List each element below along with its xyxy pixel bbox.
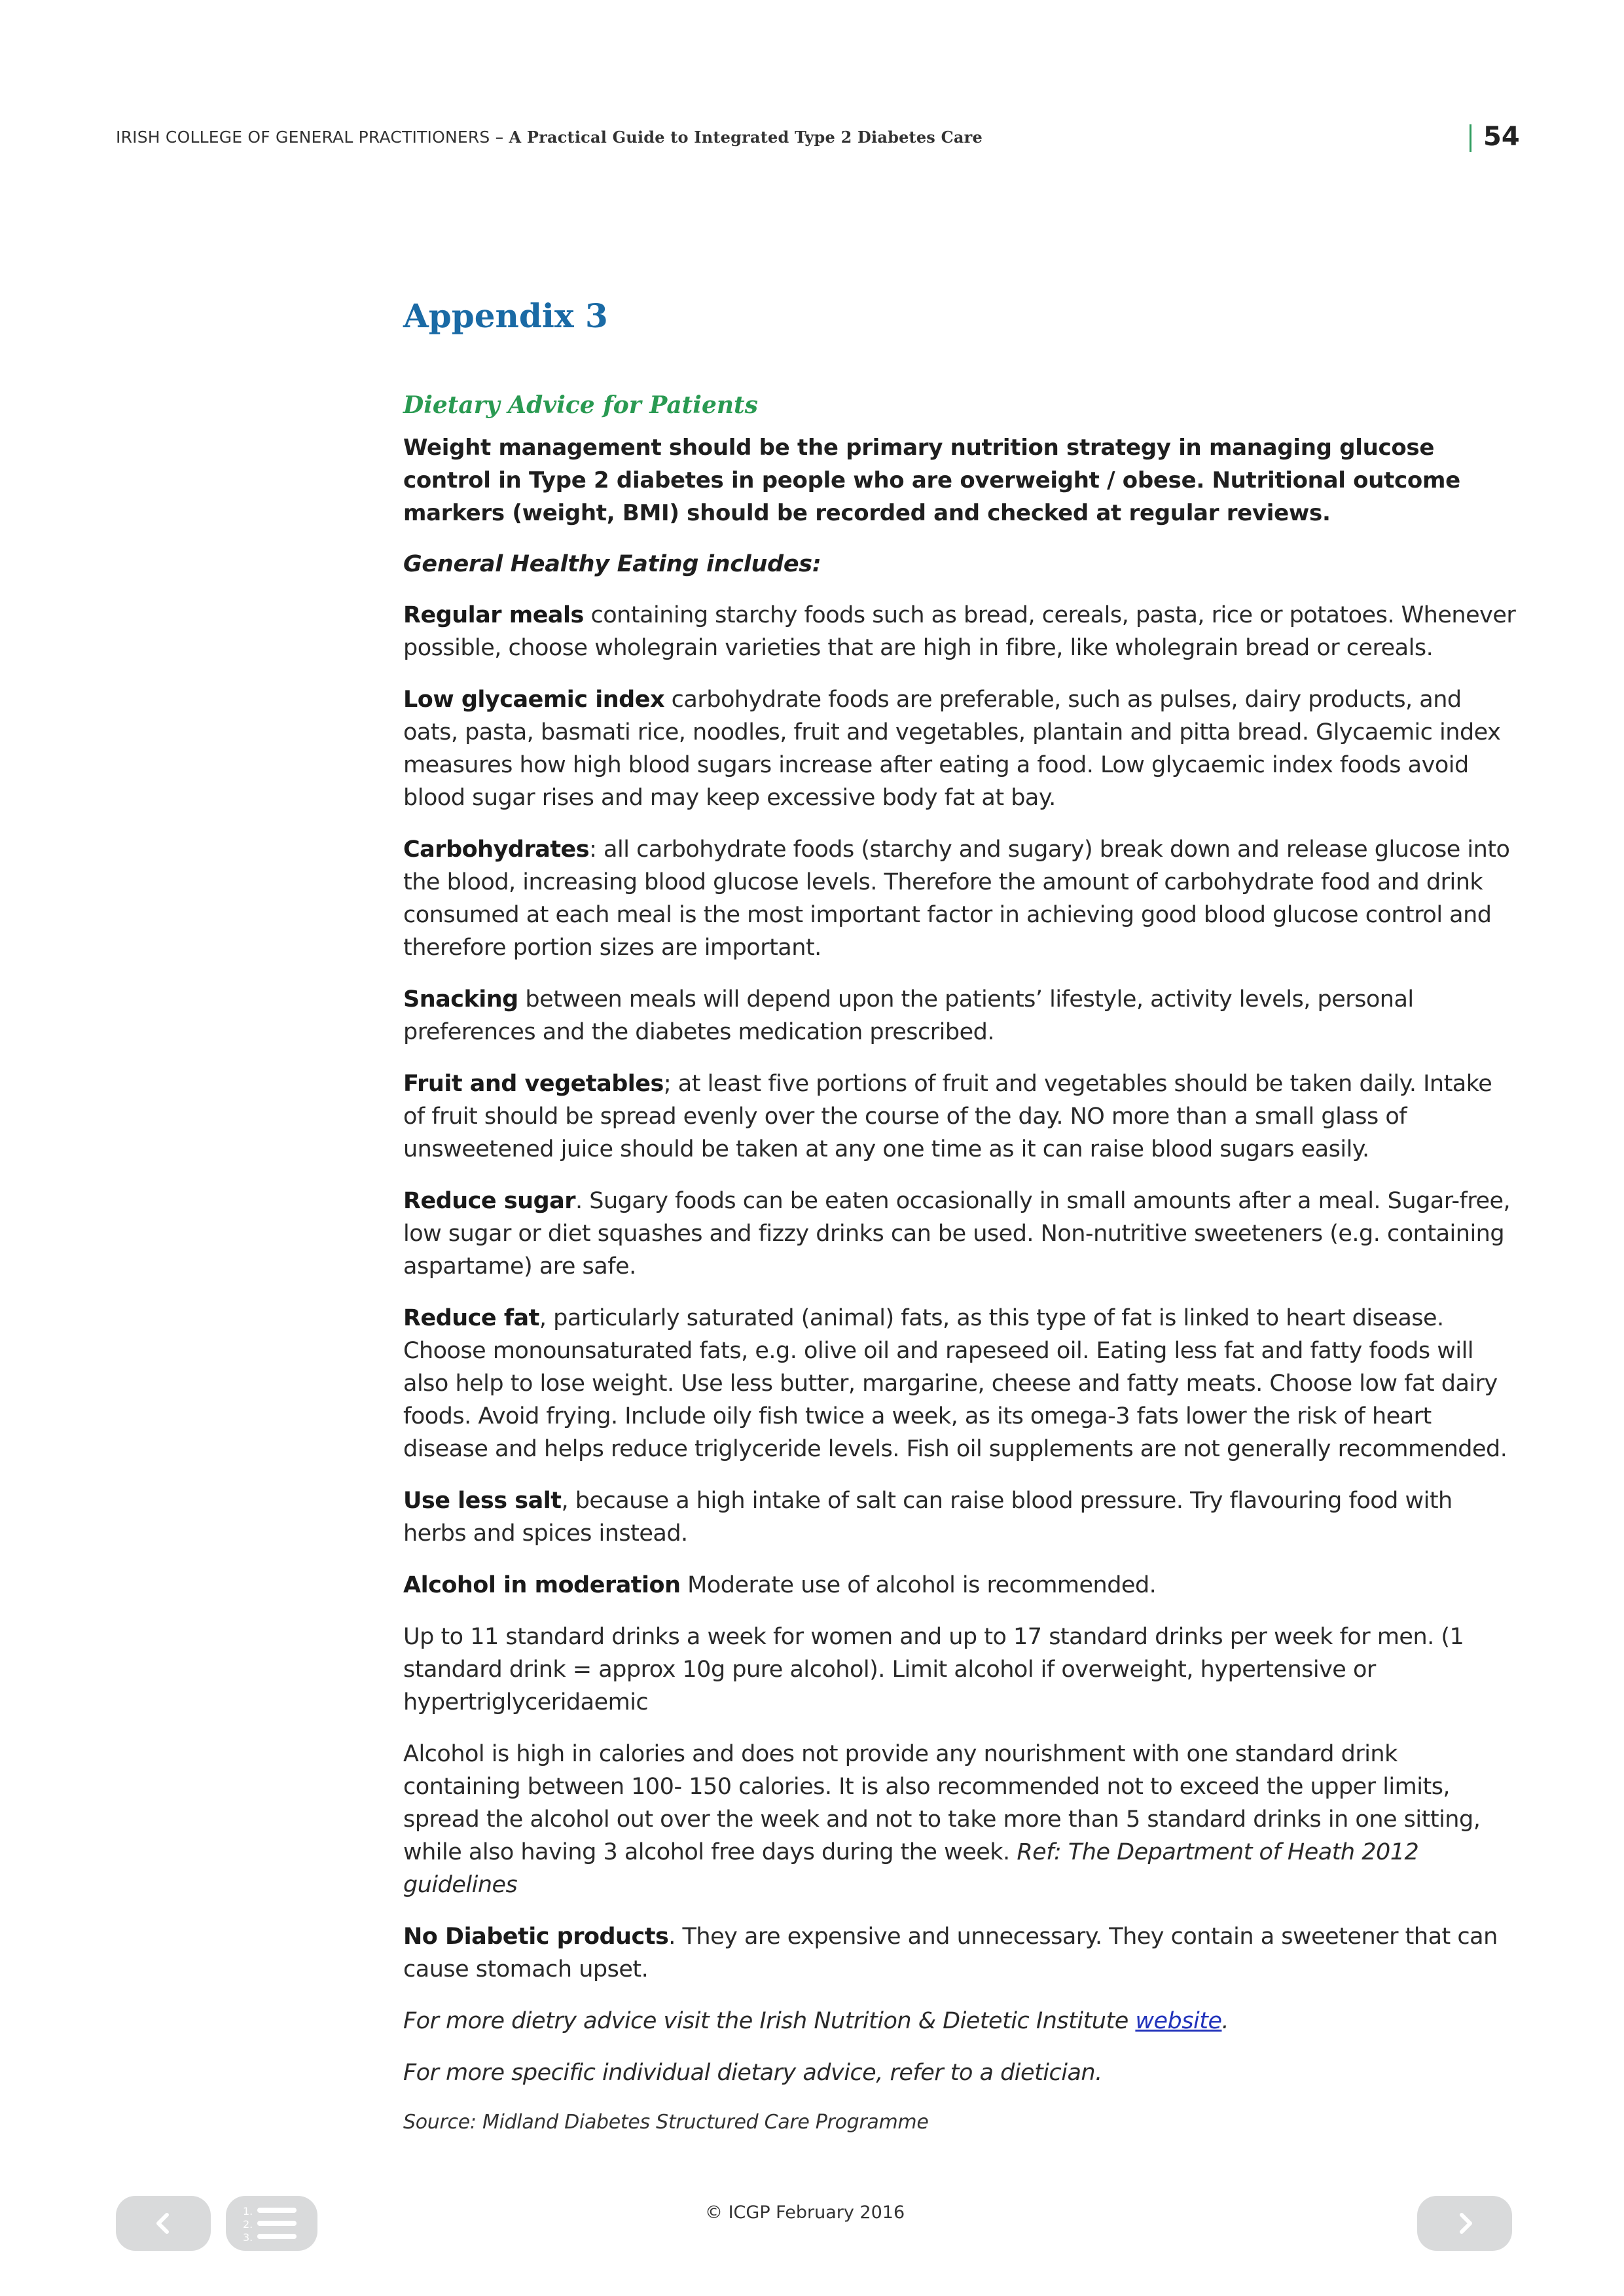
advice-snacking xyxy=(403,983,1516,1049)
advice-text: carbohydrate foods are preferable, such as pulses, dairy products, and oats, pasta, basmati rice, noodles, fruit and vegetables, plantain and pitta bread. Glycaemic index measures how high blood sugars increase after eating a food. Low glycaemic index foods avoid blood sugar rises and may keep excessive body fat at bay. xyxy=(403,687,1501,812)
more-advice-note xyxy=(403,2005,1516,2037)
advice-lead: Reduce sugar xyxy=(403,1188,576,1215)
advice-text: : all carbohydrate foods (starchy and sugary) break down and release glucose into the blood, increasing blood glucose levels. Therefore the amount of carbohydrate food and drink consumed at each meal is the most important factor in achieving good blood glucose control and therefore portion sizes are important. xyxy=(403,836,1510,961)
advice-lead: Reduce fat xyxy=(403,1305,539,1332)
advice-text: . They are expensive and unnecessary. They contain a sweetener that can cause stomach upset. xyxy=(403,1924,1498,1983)
advice-text: . Sugary foods can be eaten occasionally in small amounts after a meal. Sugar-free, low sugar or diet squashes and fizzy drinks can be used. Non-nutritive sweeteners (e.g. containing aspartame) are safe. xyxy=(403,1188,1511,1280)
advice-text: between meals will depend upon the patients’ lifestyle, activity levels, personal preferences and the diabetes medication prescribed. xyxy=(403,986,1414,1046)
page-content xyxy=(403,298,1516,2137)
advice-text: containing starchy foods such as bread, cereals, pasta, rice or potatoes. Whenever possible, choose wholegrain varieties that are high in fibre, like wholegrain bread or cereals. xyxy=(403,602,1516,662)
advice-text: ; at least five portions of fruit and vegetables should be taken daily. Intake of fruit should be spread evenly over the course of the day. NO more than a small glass of unsweetened juice should be taken at any one time as it can raise blood sugars easily. xyxy=(403,1071,1492,1163)
appendix-title: Appendix 3 xyxy=(403,296,608,335)
subheading: General Healthy Eating includes: xyxy=(403,551,821,578)
specific-advice-note: For more specific individual dietary advice, refer to a dietician. xyxy=(403,2060,1102,2087)
advice-lead: Fruit and vegetables xyxy=(403,1071,664,1098)
page-number-divider xyxy=(1470,124,1471,152)
alcohol-calories-paragraph xyxy=(403,1738,1516,1901)
advice-carbohydrates xyxy=(403,833,1516,964)
advice-reduce-sugar xyxy=(403,1185,1516,1283)
advice-lead: Use less salt xyxy=(403,1488,562,1515)
alcohol-reference: Ref: The Department of Heath 2012 guidelines xyxy=(403,1839,1419,1899)
footer-copyright: © ICGP February 2016 xyxy=(705,2202,905,2223)
running-header xyxy=(116,128,983,147)
advice-lead: Carbohydrates xyxy=(403,836,590,863)
header-org: IRISH COLLEGE OF GENERAL PRACTITIONERS – xyxy=(116,128,509,147)
chevron-right-icon xyxy=(1451,2209,1479,2238)
more-advice-end: . xyxy=(1221,2008,1229,2035)
advice-text: , particularly saturated (animal) fats, as this type of fat is linked to heart disease. Choose monounsaturated fats, e.g. olive oil and rapeseed oil. Eating less fat and fatty foods will also help to lose weight. Use less butter, margarine, cheese and fatty meats. Choose low fat dairy foods. Avoid frying. Include oily fish twice a week, as its omega-3 fats lower the risk of heart disease and helps reduce triglyceride levels. Fish oil supplements are not generally recommended. xyxy=(403,1305,1507,1463)
svg-text:1.: 1. xyxy=(243,2205,253,2217)
numbered-list-icon xyxy=(239,2200,304,2246)
advice-regular-meals xyxy=(403,599,1516,664)
more-advice-text: For more dietry advice visit the Irish Nutrition & Dietetic Institute xyxy=(403,2008,1136,2035)
section-title: Dietary Advice for Patients xyxy=(403,391,758,419)
intro-paragraph: Weight management should be the primary nutrition strategy in managing glucose control in Type 2 diabetes in people who are overweight / obese. Nutritional outcome markers (weight, BMI) should be recorded and checked at regular reviews. xyxy=(403,435,1460,527)
advice-lead: Alcohol in moderation xyxy=(403,1572,681,1599)
source-citation: Source: Midland Diabetes Structured Care Programme xyxy=(403,2111,929,2134)
advice-no-diabetic-products xyxy=(403,1920,1516,1986)
advice-lead: Low glycaemic index xyxy=(403,687,665,713)
advice-alcohol xyxy=(403,1569,1516,1602)
advice-lead: Snacking xyxy=(403,986,518,1013)
previous-page-button[interactable] xyxy=(116,2196,211,2251)
page-number: 54 xyxy=(1483,122,1520,152)
advice-text: , because a high intake of salt can raise blood pressure. Try flavouring food with herbs and spices instead. xyxy=(403,1488,1453,1547)
chevron-left-icon xyxy=(149,2209,178,2238)
advice-less-salt xyxy=(403,1484,1516,1550)
advice-lead: No Diabetic products xyxy=(403,1924,669,1950)
svg-text:3.: 3. xyxy=(243,2231,253,2244)
advice-text: Moderate use of alcohol is recommended. xyxy=(680,1572,1157,1599)
next-page-button[interactable] xyxy=(1417,2196,1512,2251)
header-guide-title: A Practical Guide to Integrated Type 2 Diabetes Care xyxy=(509,128,983,147)
table-of-contents-button[interactable] xyxy=(226,2196,317,2251)
alcohol-calories-text: Alcohol is high in calories and does not provide any nourishment with one standard drink containing between 100- 150 calories. It is also recommended not to exceed the upper limits, spread the alcohol out over the week and not to take more than 5 standard drinks in one sitting, while also having 3 alcohol free days during the week. xyxy=(403,1741,1481,1866)
advice-reduce-fat xyxy=(403,1302,1516,1465)
advice-fruit-veg xyxy=(403,1067,1516,1166)
advice-lead: Regular meals xyxy=(403,602,584,629)
svg-text:2.: 2. xyxy=(243,2218,253,2231)
advice-low-gi xyxy=(403,683,1516,814)
website-link[interactable]: website xyxy=(1135,2008,1222,2035)
alcohol-limits-paragraph: Up to 11 standard drinks a week for women and up to 17 standard drinks per week for men. (1 standard drink = approx 10g pure alcohol). Limit alcohol if overweight, hypertensive or hypertriglyceridaemic xyxy=(403,1624,1464,1716)
